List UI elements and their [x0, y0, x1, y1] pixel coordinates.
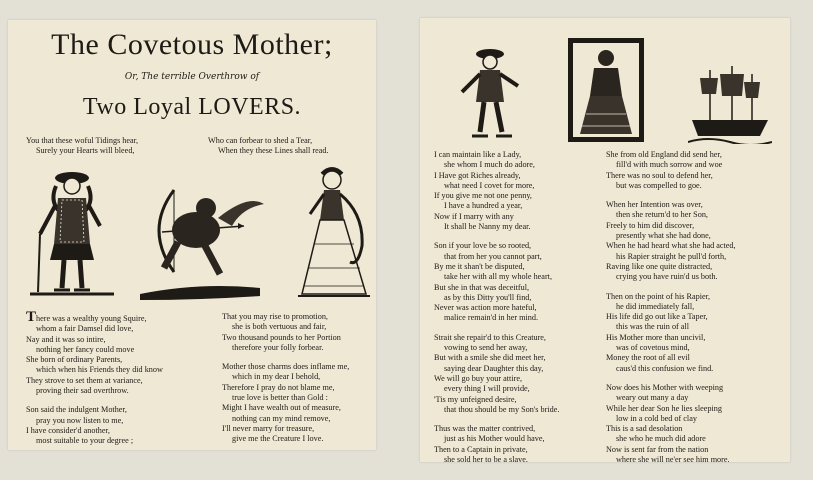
- cupid-woodcut: [134, 182, 264, 300]
- ballad-subtitle: Or, The terrible Overthrow of: [124, 72, 260, 82]
- verse-line: then she return'd to her Son,: [616, 210, 708, 220]
- intro-verse-left: [26, 136, 138, 157]
- verse-line: His Mother more than uncivil,: [606, 332, 706, 342]
- broadside-page-left: [8, 20, 376, 450]
- verse-line: fill'd with much sorrow and woe: [616, 160, 723, 170]
- verse-line: every thing I will provide,: [444, 384, 530, 394]
- verse-line: she whom I much do adore,: [444, 160, 535, 170]
- verse-line: Son if your love be so rooted,: [434, 241, 532, 251]
- stanza: [606, 150, 736, 191]
- verse-line: Two thousand pounds to her Portion: [222, 332, 341, 342]
- verse-column-right: [222, 312, 349, 450]
- verse-line: They strove to set them at variance,: [26, 375, 143, 385]
- verse-line: I Have got Riches already,: [434, 170, 521, 180]
- broadside-page-right: [420, 18, 790, 462]
- verse-line: as by this Ditty you'll find,: [444, 292, 532, 302]
- verse-line: Now if I marry with any: [434, 211, 514, 221]
- verse-line: Never was action more hateful,: [434, 303, 537, 313]
- stanza: [26, 405, 163, 446]
- verse-line: Strait she repair'd to this Creature,: [434, 332, 546, 342]
- verse-line: low in a cold bed of clay: [616, 413, 697, 423]
- ballad-title-second-line: Two Loyal LOVERS.: [82, 94, 302, 120]
- verse-line: Nay and it was so intire,: [26, 334, 106, 344]
- verse-line: this was the ruin of all: [616, 322, 689, 332]
- verse-line: but was compelled to goe.: [616, 180, 702, 190]
- verse-line: he did immediately fall,: [616, 301, 695, 311]
- verse-line: Therefore I pray do not blame me,: [222, 382, 335, 392]
- matron-woodcut: [568, 38, 644, 142]
- verse-line: give me the Creature I love.: [232, 434, 324, 444]
- verse-line: Who can forbear to shed a Tear,: [208, 136, 313, 145]
- verse-line: most suitable to your degree ;: [36, 436, 134, 446]
- verse-line: which when his Friends they did know: [36, 365, 163, 375]
- stanza: [434, 241, 559, 323]
- verse-line: true love is better than Gold :: [232, 393, 328, 403]
- verse-line: was of covetous mind,: [616, 343, 690, 353]
- verse-line: If you give me not one penny,: [434, 191, 532, 201]
- verse-line: his Rapier straight he pull'd forth,: [616, 251, 727, 261]
- verse-line: When he had heard what she had acted,: [606, 241, 736, 251]
- verse-line: nothing can my mind remove,: [232, 413, 331, 423]
- verse-line: I can maintain like a Lady,: [434, 150, 522, 159]
- verse-line: While her dear Son he lies sleeping: [606, 403, 722, 413]
- verse-line: You that these woful Tidings hear,: [26, 136, 139, 145]
- verse-line: Might I have wealth out of measure,: [222, 403, 341, 413]
- verse-line: Thus was the matter contrived,: [434, 424, 536, 434]
- intro-verse-right: [208, 136, 329, 157]
- verse-line: just as his Mother would have,: [444, 434, 545, 444]
- verse-line: take her with all my whole heart,: [444, 272, 552, 282]
- verse-line: She born of ordinary Parents,: [26, 355, 123, 365]
- verse-column-left: [434, 150, 559, 462]
- verse-line: pray you now listen to me,: [36, 415, 124, 425]
- verse-line: By me it shan't be disputed,: [434, 261, 525, 271]
- verse-line: But she in that was deceitful,: [434, 282, 530, 292]
- verse-line: Then on the point of his Rapier,: [606, 291, 711, 301]
- verse-line: Now is sent far from the nation: [606, 444, 709, 454]
- verse-line: Mother those charms does inflame me,: [222, 362, 350, 372]
- verse-line: that from her you cannot part,: [444, 251, 542, 261]
- verse-line: proving their sad overthrow.: [36, 386, 129, 396]
- verse-line: When her Intention was over,: [606, 200, 703, 210]
- verse-line: This is a sad desolation: [606, 424, 683, 434]
- verse-line: I have a hundred a year,: [444, 201, 523, 211]
- verse-line: But with a smile she did meet her,: [434, 353, 546, 363]
- man-woodcut: [454, 46, 526, 142]
- verse-line: When they these Lines shall read.: [218, 146, 329, 156]
- verse-column-right: [606, 150, 736, 462]
- verse-line: she sold her to be a slave.: [444, 455, 528, 462]
- verse-line: She from old England did send her,: [606, 150, 722, 159]
- verse-line: where she will ne'er see him more.: [616, 455, 730, 462]
- lady-woodcut: [294, 164, 374, 304]
- stanza: [434, 150, 559, 232]
- verse-line: Surely your Hearts will bleed,: [36, 146, 135, 156]
- verse-line: presently what she had done,: [616, 231, 711, 241]
- verse-line: nothing her fancy could move: [36, 344, 135, 354]
- stanza: [606, 292, 736, 374]
- stanza: [606, 200, 736, 282]
- verse-line: that thou should be my Son's bride.: [444, 404, 560, 414]
- verse-line: therefore your folly forbear.: [232, 342, 324, 352]
- verse-line: Son said the indulgent Mother,: [26, 405, 127, 415]
- verse-line: malice remain'd in her mind.: [444, 313, 539, 323]
- verse-line: I'll never marry for treasure,: [222, 423, 315, 433]
- ballad-title: The Covetous Mother;: [51, 28, 333, 61]
- stanza: [434, 424, 559, 462]
- stanza: [222, 312, 349, 353]
- verse-line: crying you have ruin'd us both.: [616, 272, 718, 282]
- verse-column-left: [26, 309, 163, 450]
- stanza: [26, 309, 163, 396]
- verse-line: I have consider'd another,: [26, 425, 110, 435]
- verse-line: There was a wealthy young Squire,: [26, 309, 147, 325]
- stanza: [606, 383, 736, 462]
- verse-line: His life did go out like a Taper,: [606, 312, 708, 322]
- verse-line: what need I covet for more,: [444, 180, 535, 190]
- verse-line: Then to a Captain in private,: [434, 444, 528, 454]
- verse-line: Freely to him did discover,: [606, 220, 695, 230]
- gentleman-woodcut: [26, 164, 118, 300]
- verse-line: We will go buy your attire,: [434, 373, 523, 383]
- verse-line: It shall be Nanny my dear.: [444, 222, 531, 232]
- verse-line: weary out many a day: [616, 393, 689, 403]
- verse-line: she who he much did adore: [616, 434, 706, 444]
- stanza: [434, 333, 559, 415]
- verse-line: caus'd this confusion we find.: [616, 363, 714, 373]
- stanza: [222, 362, 349, 444]
- verse-line: Now does his Mother with weeping: [606, 382, 724, 392]
- verse-line: vowing to send her away,: [444, 343, 528, 353]
- verse-line: whom a fair Damsel did love,: [36, 324, 134, 334]
- verse-line: That you may rise to promotion,: [222, 312, 328, 321]
- verse-line: which in my dear I behold,: [232, 372, 321, 382]
- verse-line: she is both vertuous and fair,: [232, 322, 327, 332]
- verse-line: Raving like one quite distracted,: [606, 261, 713, 271]
- ship-woodcut: [688, 64, 772, 144]
- verse-line: There was no soul to defend her,: [606, 170, 713, 180]
- verse-line: Money the root of all evil: [606, 353, 690, 363]
- verse-line: saying dear Daughter this day,: [444, 363, 544, 373]
- verse-line: 'Tis my unfeigned desire,: [434, 394, 517, 404]
